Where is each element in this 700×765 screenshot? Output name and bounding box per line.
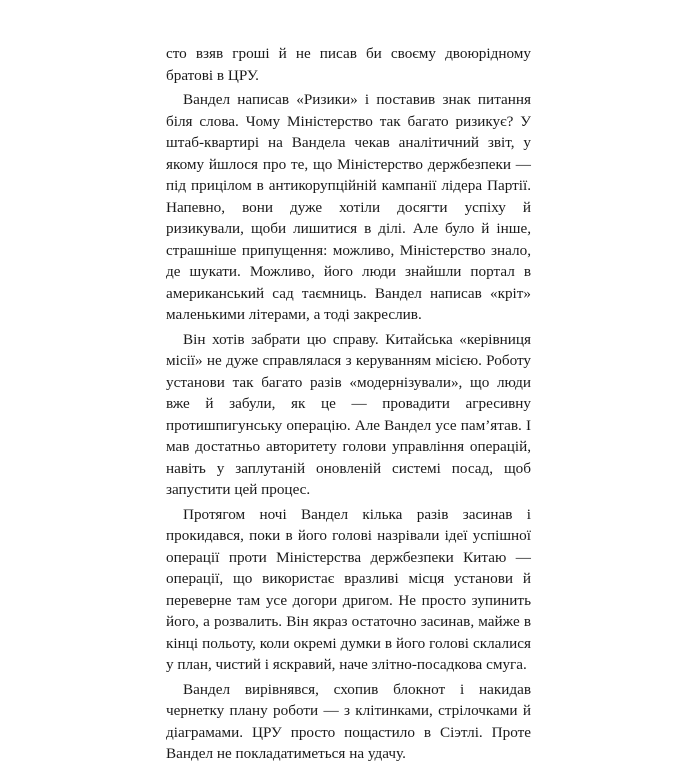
paragraph-continued: сто взяв гроші й не писав би своєму двоюрідному братові в ЦРУ. [166, 45, 531, 84]
paragraph: Протягом ночі Вандел кілька разів засинав і прокидався, поки в його голові назрівали ідеї успішної операції проти Міністерства держбезпеки Китаю — операції, що використає вразливі місця установи й переверне там усе догори дригом. Не просто зупинить його, а розвалить. Він якраз остаточно засинав, майже в кінці польоту, коли окремі думки в його голові склалися у план, чистий і яскравий, наче злітно-посадкова смуга. [166, 505, 531, 673]
body-text [166, 43, 531, 765]
paragraph: Вандел написав «Ризики» і поставив знак питання біля слова. Чому Міністерство так багато ризикує? У штаб-квартирі на Вандела чекав аналітичний звіт, у якому йшлося про те, що Міністерство держбезпеки — під прицілом в антикорупційній кампанії лідера Партії. Напевно, вони дуже хотіли досягти успіху й ризикували, щоби лишитися в ділі. Але було й інше, страшніше припущення: можливо, Міністерство знало, де шукати. Можливо, його люди знайшли портал в американський сад таємниць. Вандел написав «кріт» маленькими літерами, а тоді закреслив. [166, 91, 531, 323]
paragraph: Він хотів забрати цю справу. Китайська «керівниця місії» не дуже справлялася з керуванням місією. Роботу установи так багато разів «модернізували», що люди вже й забули, як це — провадити агресивну протишпигунську операцію. Але Вандел усе пам’ятав. І мав достатньо авторитету голови управління операцій, навіть у заплутаній оновленій системі посад, щоб запустити цей процес. [166, 330, 531, 498]
paragraph: Вандел вирівнявся, схопив блокнот і накидав чернетку плану роботи — з клітинками, стрілочками й діаграмами. ЦРУ просто пощастило в Сіэтлі. Проте Вандел не покладатиметься на удачу. [166, 680, 531, 762]
